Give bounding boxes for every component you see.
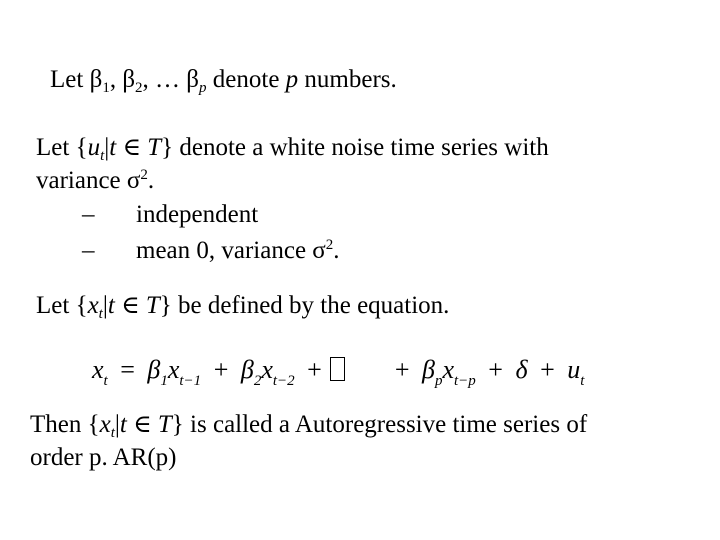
element-of-symbol: ∈	[121, 292, 140, 319]
order-line	[30, 443, 177, 473]
t-subscript: t	[98, 306, 103, 322]
set-open: Then {	[30, 411, 100, 438]
set-close: }	[171, 411, 184, 438]
sigma-symbol: σ	[126, 167, 141, 194]
set-bar: |	[114, 411, 120, 438]
eq-beta: β	[147, 355, 161, 384]
eq-plus: +	[540, 355, 555, 384]
eq-sub: t−p	[454, 373, 476, 389]
definition-text: be defined by the equation.	[177, 292, 450, 319]
order-text: order p. AR(p)	[30, 444, 177, 471]
eq-plus: +	[213, 355, 229, 384]
set-open: Let {	[36, 292, 88, 319]
eq-plus: +	[488, 355, 503, 384]
bullet-item	[82, 236, 340, 266]
set-bar: |	[102, 292, 108, 319]
eq-sub: t−1	[179, 373, 202, 389]
set-close: }	[161, 134, 174, 161]
eq-sub: t	[580, 373, 585, 389]
missing-glyph-box	[330, 357, 345, 381]
eq-plus: +	[307, 355, 322, 384]
x-variable: x	[87, 292, 99, 319]
denote-word: denote	[212, 66, 280, 93]
T-set: T	[145, 292, 160, 319]
ar-equation	[92, 353, 584, 387]
set-close: }	[159, 292, 172, 319]
bullet-item	[82, 200, 258, 230]
white-noise-line	[36, 133, 549, 163]
eq-u: u	[567, 355, 581, 384]
p-variable: p	[285, 66, 299, 93]
beta-symbol: β	[186, 66, 200, 93]
set-bar: |	[104, 134, 110, 161]
let-word: Let	[50, 66, 84, 93]
dash-marker: –	[82, 237, 95, 264]
x-variable: x	[99, 411, 111, 438]
bullet-text: mean 0, variance	[136, 237, 307, 264]
beta-symbol: β	[122, 66, 136, 93]
t-variable: t	[107, 292, 115, 319]
eq-x: x	[261, 355, 273, 384]
t-variable: t	[109, 134, 117, 161]
ellipsis: , …	[142, 66, 181, 93]
period: .	[147, 167, 155, 194]
definition-line	[36, 291, 449, 321]
eq-sub: p	[434, 373, 443, 389]
eq-sub: t−2	[272, 373, 295, 389]
eq-sub: 1	[160, 373, 168, 389]
beta-sub-2: 2	[135, 80, 143, 96]
u-variable: u	[87, 134, 101, 161]
square-exponent: 2	[140, 167, 148, 183]
white-noise-text: denote a white noise time series with	[179, 134, 549, 161]
eq-sub: 2	[253, 373, 262, 389]
beta-sub-1: 1	[102, 80, 110, 96]
eq-delta: δ	[515, 355, 528, 384]
conclusion-line	[30, 410, 587, 440]
eq-x: x	[92, 355, 104, 384]
eq-plus: +	[394, 355, 410, 384]
beta-sub-p: p	[199, 80, 207, 96]
eq-x: x	[167, 355, 180, 384]
conclusion-text: is called a Autoregressive time series of	[190, 411, 588, 438]
square-exponent: 2	[325, 237, 334, 253]
t-subscript: t	[110, 425, 115, 441]
element-of-symbol: ∈	[122, 134, 141, 161]
t-variable: t	[119, 411, 127, 438]
eq-x: x	[442, 355, 454, 384]
eq-beta: β	[422, 355, 435, 384]
variance-line	[36, 166, 154, 196]
T-set: T	[157, 411, 172, 438]
t-subscript: t	[100, 148, 105, 164]
numbers-word: numbers.	[304, 66, 397, 93]
eq-sub: t	[103, 373, 108, 389]
eq-beta: β	[240, 355, 254, 384]
eq-equals: =	[120, 355, 135, 384]
dash-marker: –	[82, 201, 95, 228]
sigma-symbol: σ	[312, 237, 326, 264]
separator: ,	[109, 66, 117, 93]
period: .	[333, 237, 340, 264]
set-open: Let {	[36, 134, 88, 161]
T-set: T	[147, 134, 162, 161]
beta-symbol: β	[89, 66, 103, 93]
intro-line	[50, 65, 397, 95]
element-of-symbol: ∈	[133, 411, 152, 438]
bullet-text: independent	[136, 201, 259, 228]
variance-word: variance	[36, 167, 121, 194]
